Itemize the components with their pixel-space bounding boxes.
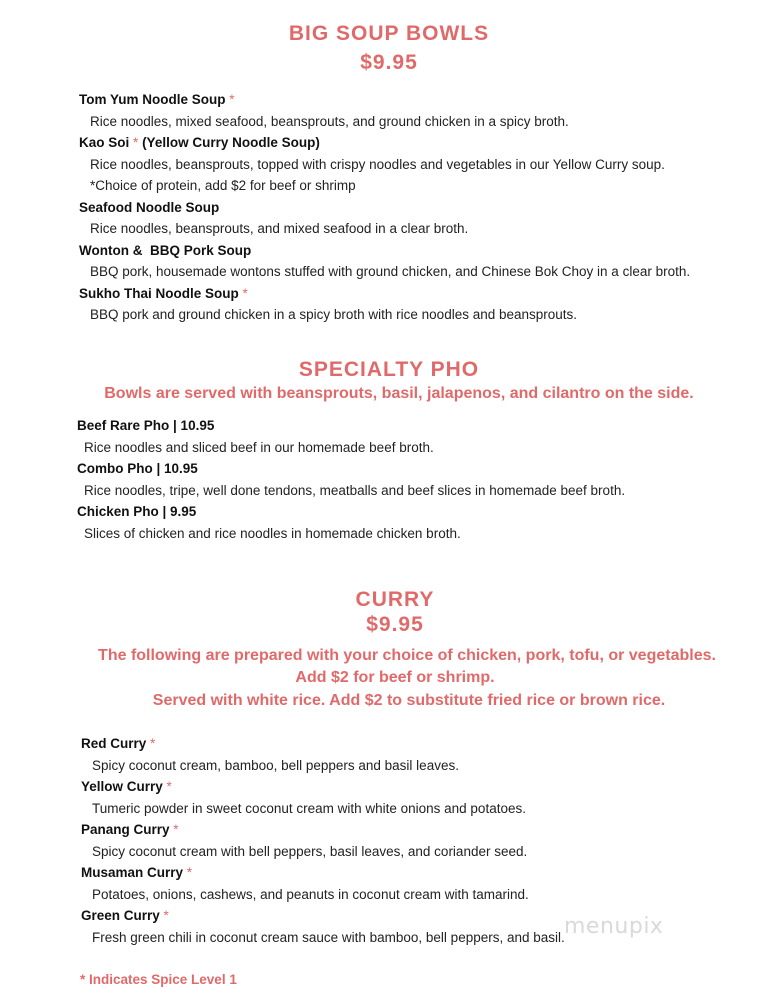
spice-marker: * bbox=[150, 736, 156, 751]
soup-section-title: BIG SOUP BOWLS bbox=[288, 22, 490, 45]
item-title: Panang Curry bbox=[81, 822, 170, 837]
item-title: Yellow Curry bbox=[81, 779, 163, 794]
menu-item-name bbox=[81, 865, 192, 880]
menu-item-name bbox=[81, 908, 169, 923]
menu-item-description: Potatoes, onions, cashews, and peanuts in coconut cream with tamarind. bbox=[92, 887, 529, 902]
item-title: Seafood Noodle Soup bbox=[79, 200, 220, 215]
item-title: Kao Soi bbox=[79, 135, 130, 150]
spice-marker: * bbox=[133, 135, 139, 150]
item-title: Musaman Curry bbox=[81, 865, 184, 880]
menu-item-description: Slices of chicken and rice noodles in homemade chicken broth. bbox=[84, 526, 461, 541]
spice-level-footnote: * Indicates Spice Level 1 bbox=[80, 972, 237, 987]
menu-item-description: BBQ pork and ground chicken in a spicy broth with rice noodles and beansprouts. bbox=[90, 307, 578, 322]
menu-item-description: Fresh green chili in coconut cream sauce with bamboo, bell peppers, and basil. bbox=[92, 930, 565, 945]
curry-section-title: CURRY bbox=[355, 588, 435, 611]
menu-item-name: Chicken Pho | 9.95 bbox=[77, 504, 197, 519]
menu-item-note: *Choice of protein, add $2 for beef or shrimp bbox=[90, 178, 356, 193]
menu-item-description: Tumeric powder in sweet coconut cream with white onions and potatoes. bbox=[92, 801, 526, 816]
menu-item-name bbox=[79, 286, 248, 301]
menu-item-name bbox=[79, 200, 219, 215]
menu-item-name bbox=[81, 822, 179, 837]
menu-item-description: BBQ pork, housemade wontons stuffed with ground chicken, and Chinese Bok Choy in a clear broth. bbox=[90, 264, 691, 279]
menu-item-description: Rice noodles, beansprouts, and mixed seafood in a clear broth. bbox=[90, 221, 469, 236]
spice-marker: * bbox=[173, 822, 179, 837]
menu-item-description: Spicy coconut cream with bell peppers, basil leaves, and coriander seed. bbox=[92, 844, 528, 859]
item-title: Sukho Thai Noodle Soup bbox=[79, 286, 239, 301]
item-subtitle: (Yellow Curry Noodle Soup) bbox=[142, 135, 320, 150]
curry-note-protein: The following are prepared with your choice of chicken, pork, tofu, or vegetables. bbox=[98, 647, 716, 664]
menupix-watermark: menupix bbox=[564, 914, 664, 939]
item-title: Red Curry bbox=[81, 736, 147, 751]
spice-marker: * bbox=[242, 286, 248, 301]
item-title: Wonton & BBQ Pork Soup bbox=[79, 243, 252, 258]
menu-item-description: Spicy coconut cream, bamboo, bell peppers and basil leaves. bbox=[92, 758, 459, 773]
menu-item-description: Rice noodles, beansprouts, topped with crispy noodles and vegetables in our Yellow Curry soup. bbox=[90, 157, 665, 172]
menu-item-description: Rice noodles, tripe, well done tendons, meatballs and beef slices in homemade beef broth. bbox=[84, 483, 626, 498]
menu-item-name bbox=[81, 736, 155, 751]
spice-marker: * bbox=[163, 908, 169, 923]
curry-note-addon: Add $2 for beef or shrimp. bbox=[295, 669, 495, 686]
spice-marker: * bbox=[166, 779, 172, 794]
menu-item-name: Beef Rare Pho | 10.95 bbox=[77, 418, 215, 433]
menu-item-name bbox=[79, 135, 320, 150]
menu-item-description: Rice noodles, mixed seafood, beansprouts, and ground chicken in a spicy broth. bbox=[90, 114, 569, 129]
menu-item-name bbox=[79, 243, 251, 258]
menu-item-name: Combo Pho | 10.95 bbox=[77, 461, 198, 476]
menu-item-name bbox=[81, 779, 172, 794]
spice-marker: * bbox=[229, 92, 235, 107]
curry-section-price: $9.95 bbox=[366, 613, 424, 636]
soup-section-price: $9.95 bbox=[360, 51, 418, 74]
pho-section-title: SPECIALTY PHO bbox=[298, 358, 480, 381]
spice-marker: * bbox=[186, 865, 193, 880]
pho-section-subtitle: Bowls are served with beansprouts, basil, jalapenos, and cilantro on the side. bbox=[104, 385, 694, 402]
item-title: Tom Yum Noodle Soup bbox=[79, 92, 226, 107]
curry-note-rice: Served with white rice. Add $2 to substitute fried rice or brown rice. bbox=[152, 692, 666, 709]
item-title: Green Curry bbox=[81, 908, 160, 923]
menu-item-description: Rice noodles and sliced beef in our homemade beef broth. bbox=[84, 440, 434, 455]
menu-item-name bbox=[79, 92, 235, 107]
